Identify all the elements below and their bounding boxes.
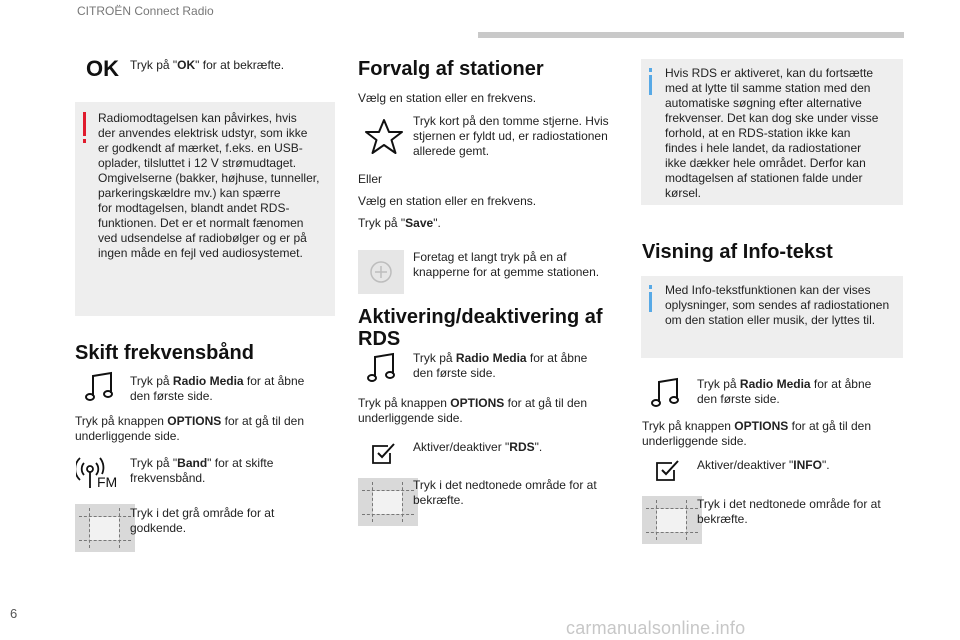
section-title-frequency-band: Skift frekvensbånd [75, 342, 254, 364]
checkbox-icon [654, 458, 682, 484]
music-note-icon [366, 351, 398, 385]
watermark: carmanualsonline.info [566, 618, 746, 638]
section-title-rds: Aktivering/deaktivering af RDS [358, 306, 603, 350]
warning-marker [83, 112, 86, 136]
header-rule [478, 32, 904, 38]
warning-text: Radiomodtagelsen kan påvirkes, hvis der anvendes elektrisk udstyr, som ikke er godkendt af mærket, f.eks. en USB- oplader, tilsluttet i 12 V strømudtaget. Omgivelserne (bakker, højhuse, tunneller, parkeringskældre mv.) kan spærre for modtagelsen, blandt andet RDS- funktionen. Det er et normalt fænomen ved udsendelse af radiobølger og er på ingen måde en fejl ved audiosystemet. [98, 111, 320, 260]
select-station-text: Vælg en station eller en frekvens. [358, 91, 537, 105]
gray-area-icon [75, 504, 135, 552]
long-press-instruction: Foretag et langt tryk på en af knapperne for at gemme stationen. [413, 250, 600, 279]
star-instruction: Tryk kort på den tomme stjerne. Hvis stjernen er fyldt ud, er radiostationen allerede gemt. [413, 114, 609, 158]
info-marker [649, 285, 652, 289]
save-instruction: Tryk på "Save". [358, 216, 441, 230]
rds-toggle-instruction: Aktiver/deaktiver "RDS". [413, 440, 543, 454]
radio-band-icon [76, 452, 120, 492]
radio-media-instruction: Tryk på Radio Media for at åbne den første side. [413, 351, 588, 380]
confirm-instruction: Tryk i det nedtonede område for at bekræfte. [697, 497, 881, 526]
gray-area-icon [358, 478, 418, 526]
gray-area-instruction: Tryk i det grå område for at godkende. [130, 506, 275, 535]
rds-info-box [641, 59, 903, 205]
info-marker [649, 68, 652, 72]
section-title-info-text: Visning af Info-tekst [642, 241, 833, 263]
options-instruction: Tryk på knappen OPTIONS for at gå til den underliggende side. [642, 419, 872, 448]
confirm-instruction: Tryk i det nedtonede område for at bekræfte. [413, 478, 597, 507]
rds-info-text: Hvis RDS er aktiveret, kan du fortsætte med at lytte til samme station med den automatiske søgning efter alternative frekvenser. Det kan dog ske under visse forhold, at en RDS-station ikke kan findes i hele landet, da radiostationer ikke dækker hele området. Derfor kan modtagelsen af stationen falde under kørsel. [665, 66, 879, 200]
radio-media-instruction: Tryk på Radio Media for at åbne den første side. [697, 377, 872, 406]
radio-media-instruction: Tryk på Radio Media for at åbne den første side. [130, 374, 305, 403]
info-text-box [641, 276, 903, 358]
warning-marker-dot [83, 139, 86, 143]
warning-box [75, 102, 335, 316]
info-marker-bar [649, 292, 652, 312]
ok-instruction: Tryk på "OK" for at bekræfte. [130, 58, 285, 72]
fm-label: FM [97, 474, 118, 490]
info-marker-bar [649, 75, 652, 95]
gray-area-icon [642, 496, 702, 544]
music-note-icon [650, 376, 682, 410]
section-title-presets: Forvalg af stationer [358, 58, 544, 80]
music-note-icon [84, 370, 116, 404]
page-number: 6 [10, 606, 18, 621]
header-title: CITROËN Connect Radio [77, 4, 214, 18]
info-text-description: Med Info-tekstfunktionen kan der vises oplysninger, som sendes af radiostationen om den station eller musik, der lyttes til. [665, 283, 890, 327]
band-instruction: Tryk på "Band" for at skifte frekvensbånd. [130, 456, 274, 485]
ok-icon: OK [86, 56, 119, 81]
options-instruction: Tryk på knappen OPTIONS for at gå til den underliggende side. [358, 396, 588, 425]
or-text: Eller [358, 172, 383, 186]
star-icon [364, 118, 404, 156]
preset-add-icon [358, 250, 404, 294]
select-station-text-2: Vælg en station eller en frekvens. [358, 194, 537, 208]
options-instruction: Tryk på knappen OPTIONS for at gå til den underliggende side. [75, 414, 305, 443]
checkbox-icon [370, 441, 398, 467]
info-toggle-instruction: Aktiver/deaktiver "INFO". [697, 458, 830, 472]
